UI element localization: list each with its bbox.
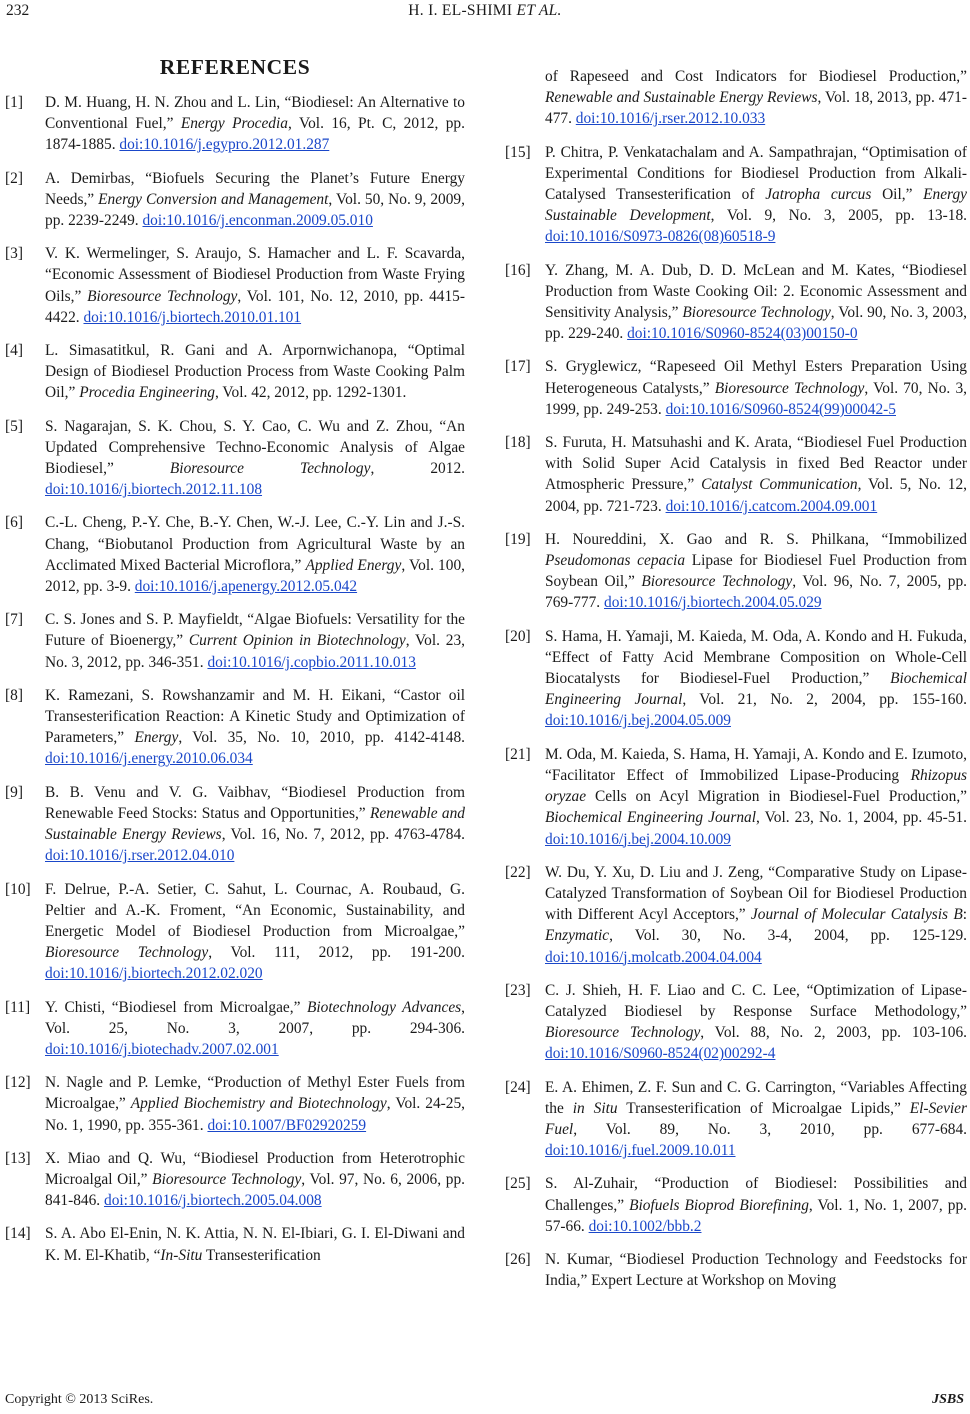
reference-details: Transesterification of Microalgae Lipids,”	[617, 1099, 910, 1117]
journal-title: Catalyst Communication	[701, 476, 858, 494]
reference-number: [16]	[505, 261, 531, 279]
reference-entry	[5, 340, 465, 404]
doi-link[interactable]: doi:10.1007/BF02920259	[207, 1116, 367, 1134]
reference-details: , Vol. 21, No. 2, 2004, pp. 155-160.	[682, 691, 967, 709]
doi-link[interactable]: doi:10.1016/j.enconman.2009.05.010	[142, 212, 373, 230]
reference-text: N. Nagle and P. Lemke, “Production of Methyl Ester Fuels from Microalgae,”	[45, 1074, 465, 1113]
reference-details: , Vol. 89, No. 3, 2010, pp. 677-684.	[573, 1120, 967, 1138]
reference-text: B. B. Venu and V. G. Vaibhav, “Biodiesel Production from Renewable Feed Stocks: Status and Opportunities,”	[45, 783, 465, 822]
reference-text: L. Simasatitkul, R. Gani and A. Arpornwichanopa, “Optimal Design of Biodiesel Production Process from Waste Cooking Palm Oil,”	[45, 342, 465, 402]
reference-number: [26]	[505, 1250, 531, 1268]
reference-details: Transesterification	[202, 1246, 321, 1264]
journal-title: Enzymatic	[545, 927, 610, 945]
reference-details: , Vol. 70, No. 3, 1999, pp. 249-253.	[545, 379, 967, 418]
journal-title: Procedia Engineering	[79, 384, 215, 402]
journal-title: Bioresource Technology	[545, 1024, 701, 1042]
journal-title: Energy Procedia	[180, 115, 288, 133]
journal-title: Bioresource Technology	[169, 460, 371, 478]
reference-number: [2]	[5, 169, 23, 187]
reference-entry	[505, 356, 967, 420]
reference-number: [8]	[5, 686, 23, 704]
doi-link[interactable]: doi:10.1016/j.biortech.2004.05.029	[604, 594, 822, 612]
reference-text: M. Oda, M. Kaieda, S. Hama, H. Yamaji, A. Kondo and E. Izumoto, “Facilitator Effect of Immobilized Lipase-Producing	[545, 745, 967, 784]
reference-number: [3]	[5, 245, 23, 263]
reference-number: [6]	[5, 514, 23, 532]
doi-link[interactable]: doi:10.1016/j.catcom.2004.09.001	[665, 497, 878, 515]
reference-number: [10]	[5, 880, 31, 898]
reference-entry	[5, 1148, 465, 1212]
reference-details: , Vol. 23, No. 3, 2012, pp. 346-351.	[45, 632, 466, 671]
journal-title: Bioresource Technology	[45, 944, 209, 962]
reference-entry	[505, 66, 967, 130]
reference-text: S. Nagarajan, S. K. Chou, S. Y. Cao, C. Wu and Z. Zhou, “An Updated Comprehensive Techno-Economic Analysis of Algae Biodiesel,”	[45, 417, 465, 478]
reference-details: , Vol. 16, No. 7, 2012, pp. 4763-4784.	[221, 826, 465, 844]
reference-details: , Vol. 23, No. 1, 2004, pp. 45-51.	[756, 809, 968, 827]
journal-title: in Situ	[572, 1099, 618, 1117]
reference-list-right	[505, 66, 967, 1291]
reference-entry	[505, 1173, 967, 1237]
left-column	[5, 55, 465, 1278]
journal-title: El-Sevier Fuel	[545, 1099, 968, 1138]
journal-title: Bioresource Technology	[641, 573, 793, 591]
doi-link[interactable]: doi:10.1016/j.fuel.2009.10.011	[545, 1142, 736, 1160]
journal-title: In-Situ	[160, 1246, 203, 1264]
reference-text: C. J. Shieh, H. F. Liao and C. C. Lee, “Optimization of Lipase-Catalyzed Biodiesel by Response Surface Methodology,”	[545, 981, 967, 1020]
reference-details: , Vol. 24-25, No. 1, 1990, pp. 355-361.	[45, 1095, 466, 1134]
reference-entry	[505, 1077, 967, 1162]
reference-number: [19]	[505, 530, 531, 548]
reference-text: S. Furuta, H. Matsuhashi and K. Arata, “Biodiesel Fuel Production with Solid Super Acid Catalysis in fixed Bed Reactor under Atmospheric Pressure,”	[545, 434, 967, 494]
reference-number: [11]	[5, 998, 31, 1016]
doi-link[interactable]: doi:10.1016/j.biortech.2012.02.020	[45, 965, 263, 983]
reference-entry	[505, 260, 967, 345]
reference-details: , Vol. 18, 2013, pp. 471-477.	[545, 89, 967, 128]
reference-entry	[505, 626, 967, 732]
reference-details: , Vol. 9, No. 3, 2005, pp. 13-18.	[710, 207, 967, 225]
reference-number: [21]	[505, 745, 531, 763]
reference-entry	[505, 980, 967, 1065]
reference-entry	[5, 997, 465, 1061]
journal-title: Rhizopus oryzae	[545, 766, 967, 806]
reference-text: A. Demirbas, “Biofuels Securing the Planet’s Future Energy Needs,”	[45, 169, 465, 208]
journal-title: Energy Sustainable Development	[545, 186, 967, 225]
reference-text: of Rapeseed and Cost Indicators for Biodiesel Production,”	[545, 68, 967, 85]
reference-details: , Vol. 5, No. 12, 2004, pp. 721-723.	[545, 476, 967, 515]
reference-details: Oil,”	[871, 186, 924, 204]
doi-link[interactable]: doi:10.1016/S0960-8524(99)00042-5	[665, 400, 896, 418]
running-header	[0, 2, 970, 26]
page-number: 232	[6, 2, 30, 19]
reference-list-left	[5, 92, 465, 1266]
reference-text: W. Du, Y. Xu, D. Liu and J. Zeng, “Comparative Study on Lipase-Catalyzed Transformation of Soybean Oil for Biodiesel Production with Different Acyl Acceptors,”	[545, 863, 967, 924]
journal-title: Bioresource Technology	[87, 287, 238, 305]
doi-link[interactable]: doi:10.1016/j.rser.2012.10.033	[575, 110, 766, 128]
journal-title: Biochemical Engineering Journal	[545, 809, 757, 827]
copyright-notice: Copyright © 2013 SciRes.	[5, 1392, 154, 1407]
journal-title: Applied Energy	[305, 556, 402, 574]
journal-title: Bioresource Technology	[714, 379, 865, 397]
doi-link[interactable]: doi:10.1016/S0960-8524(02)00292-4	[545, 1045, 776, 1063]
doi-link[interactable]: doi:10.1016/j.biortech.2005.04.008	[104, 1192, 322, 1210]
reference-number: [7]	[5, 611, 23, 629]
reference-entry	[5, 92, 465, 156]
reference-number: [5]	[5, 417, 23, 435]
reference-text: K. Ramezani, S. Rowshanzamir and M. H. Eikani, “Castor oil Transesterification Reaction: A Kinetic Study and Optimization of Parameters,”	[45, 686, 465, 747]
reference-text: C.-L. Cheng, P.-Y. Che, B.-Y. Chen, W.-J. Lee, C.-Y. Lin and J.-S. Chang, “Biobutanol Production from Agricultural Waste by an Acclimated Mixed Bacterial Microflora,”	[45, 514, 465, 574]
reference-number: [23]	[505, 981, 531, 999]
reference-details: , Vol. 30, No. 3-4, 2004, pp. 125-129.	[609, 927, 967, 945]
reference-number: [25]	[505, 1175, 531, 1193]
reference-details: Cells on Acyl Migration in Biodiesel-Fuel Production,”	[586, 788, 967, 806]
reference-details: , Vol. 42, 2012, pp. 1292-1301.	[214, 384, 407, 402]
reference-entry	[5, 879, 465, 985]
reference-entry	[505, 529, 967, 614]
reference-entry	[505, 1249, 967, 1291]
reference-text: S. Gryglewicz, “Rapeseed Oil Methyl Esters Preparation Using Heterogeneous Catalysts,”	[545, 358, 967, 397]
doi-link[interactable]: doi:10.1016/j.biortech.2012.11.108	[45, 481, 263, 499]
journal-title: Biofuels Bioprod Biorefining	[629, 1196, 809, 1214]
reference-number: [24]	[505, 1078, 531, 1096]
journal-title: Renewable and Sustainable Energy Reviews	[545, 89, 818, 107]
doi-link[interactable]: doi:10.1016/j.rser.2012.04.010	[45, 847, 235, 865]
reference-entry	[5, 243, 465, 328]
reference-details: , Vol. 25, No. 3, 2007, pp. 294-306.	[45, 998, 465, 1037]
journal-title: Energy Conversion and Management	[98, 190, 329, 208]
reference-text: D. M. Huang, H. N. Zhou and L. Lin, “Biodiesel: An Alternative to Conventional Fuel,”	[45, 94, 465, 133]
reference-number: [12]	[5, 1074, 31, 1092]
reference-details: , Vol. 35, No. 10, 2010, pp. 4142-4148.	[178, 729, 465, 747]
reference-text: Y. Zhang, M. A. Dub, D. D. McLean and M. Kates, “Biodiesel Production from Waste Cooking Oil: 2. Economic Assessment and Sensitivity Analysis,”	[545, 261, 967, 322]
section-title: REFERENCES	[159, 55, 311, 79]
reference-details: , Vol. 96, No. 7, 2005, pp. 769-777.	[545, 573, 967, 612]
reference-entry	[505, 862, 967, 968]
reference-details: :	[962, 906, 967, 924]
journal-title: Bioresource Technology	[152, 1170, 302, 1188]
reference-details: , Vol. 90, No. 3, 2003, pp. 229-240.	[545, 304, 967, 343]
reference-details: , Vol. 100, 2012, pp. 3-9.	[45, 556, 465, 596]
reference-number: [4]	[5, 342, 23, 360]
doi-link[interactable]: doi:10.1002/bbb.2	[588, 1217, 702, 1235]
reference-text: V. K. Wermelinger, S. Araujo, S. Hamacher and L. F. Scavarda, “Economic Assessment of Biodiesel Production from Waste Frying Oils,”	[45, 245, 465, 305]
reference-entry	[5, 416, 465, 501]
reference-entry	[5, 1223, 465, 1265]
reference-details: , Vol. 88, No. 2, 2003, pp. 103-106.	[700, 1024, 967, 1042]
reference-entry	[505, 432, 967, 517]
doi-link[interactable]: doi:10.1016/j.egypro.2012.01.287	[119, 136, 330, 154]
reference-details: , Vol. 101, No. 12, 2010, pp. 4415-4422.	[45, 287, 465, 326]
reference-text: X. Miao and Q. Wu, “Biodiesel Production from Heterotrophic Microalgal Oil,”	[45, 1149, 465, 1188]
reference-entry	[5, 168, 465, 232]
reference-details: , Vol. 50, No. 9, 2009, pp. 2239-2249.	[45, 190, 465, 230]
doi-link[interactable]: doi:10.1016/j.bej.2004.10.009	[545, 830, 731, 848]
journal-title: Pseudomonas cepacia	[545, 552, 686, 570]
reference-text: Y. Chisti, “Biodiesel from Microalgae,”	[45, 998, 307, 1016]
journal-title: Jatropha curcus	[765, 186, 872, 204]
reference-text: C. S. Jones and S. P. Mayfieldt, “Algae Biofuels: Versatility for the Future of Bioenergy,”	[45, 611, 465, 650]
journal-title: Applied Biochemistry and Biotechnology	[130, 1095, 387, 1113]
reference-entry	[5, 685, 465, 770]
reference-details: , Vol. 1, No. 1, 2007, pp. 57-66.	[545, 1196, 967, 1235]
reference-text: F. Delrue, P.-A. Setier, C. Sahut, L. Cournac, A. Roubaud, G. Peltier and A.-K. Froment, “An Economic, Sustainability, and Energetic Model of Biodiesel Production from Microalgae,”	[45, 880, 465, 940]
reference-entry	[5, 1072, 465, 1136]
reference-number: [9]	[5, 783, 23, 801]
journal-title: Biochemical Engineering Journal	[545, 670, 967, 709]
reference-details: , Vol. 16, Pt. C, 2012, pp. 1874-1885.	[45, 115, 465, 154]
reference-details: , Vol. 111, 2012, pp. 191-200.	[208, 944, 466, 962]
doi-link[interactable]: doi:10.1016/S0960-8524(03)00150-0	[627, 325, 858, 343]
reference-text: E. A. Ehimen, Z. F. Sun and C. G. Carrington, “Variables Affecting the	[545, 1078, 967, 1117]
doi-link[interactable]: doi:10.1016/j.molcatb.2004.04.004	[545, 948, 762, 966]
reference-number: [22]	[505, 863, 531, 881]
running-head-etal: ET AL.	[516, 2, 562, 19]
reference-details: , 2012.	[370, 460, 465, 478]
reference-number: [1]	[5, 94, 23, 111]
reference-entry	[5, 512, 465, 597]
running-head	[0, 2, 970, 20]
reference-number: [13]	[5, 1149, 31, 1167]
doi-link[interactable]: doi:10.1016/S0973-0826(08)60518-9	[545, 228, 776, 246]
doi-link[interactable]: doi:10.1016/j.biortech.2010.01.101	[83, 308, 302, 326]
reference-entry	[5, 782, 465, 867]
doi-link[interactable]: doi:10.1016/j.energy.2010.06.034	[45, 750, 253, 768]
running-head-authors: H. I. EL-SHIMI	[408, 2, 513, 19]
reference-entry	[505, 142, 967, 248]
journal-title: Current Opinion in Biotechnology	[188, 632, 406, 650]
reference-text: S. Hama, H. Yamaji, M. Kaieda, M. Oda, A. Kondo and H. Fukuda, “Effect of Fatty Acid Membrane Composition on Whole-Cell Biocatalysts for Biodiesel-Fuel Production,”	[545, 627, 967, 688]
reference-entry	[5, 609, 465, 673]
doi-link[interactable]: doi:10.1016/j.apenergy.2012.05.042	[134, 578, 358, 596]
journal-title: Biotechnology Advances	[307, 998, 462, 1016]
journal-title: Journal of Molecular Catalysis B	[750, 906, 963, 924]
doi-link[interactable]: doi:10.1016/j.biotechadv.2007.02.001	[45, 1040, 279, 1058]
reference-text: N. Kumar, “Biodiesel Production Technology and Feedstocks for India,” Expert Lecture at Workshop on Moving	[545, 1250, 967, 1290]
reference-details: Lipase for Biodiesel Fuel Production from Soybean Oil,”	[545, 552, 968, 591]
reference-number: [17]	[505, 358, 531, 376]
journal-title: Bioresource Technology	[682, 304, 831, 322]
reference-number: [18]	[505, 434, 531, 452]
reference-number: [14]	[5, 1225, 31, 1243]
journal-title: Energy	[134, 729, 179, 747]
journal-title: Renewable and Sustainable Energy Reviews	[45, 804, 465, 844]
reference-details: , Vol. 97, No. 6, 2006, pp. 841-846.	[45, 1170, 465, 1210]
doi-link[interactable]: doi:10.1016/j.copbio.2011.10.013	[207, 653, 416, 671]
doi-link[interactable]: doi:10.1016/j.bej.2004.05.009	[545, 712, 731, 730]
reference-text: S. A. Abo El-Enin, N. K. Attia, N. N. El-Ibiari, G. I. El-Diwani and K. M. El-Khatib, “	[45, 1225, 465, 1264]
journal-abbrev: JSBS	[932, 1392, 964, 1407]
reference-number: [20]	[505, 627, 531, 645]
right-column	[505, 66, 967, 1303]
reference-text: P. Chitra, P. Venkatachalam and A. Sampathrajan, “Optimisation of Experimental Conditions for Biodiesel Production from Alkali-Catalysed Transesterification of	[545, 143, 967, 204]
reference-text: H. Noureddini, X. Gao and R. S. Philkana, “Immobilized	[545, 530, 967, 548]
reference-text: S. Al-Zuhair, “Production of Biodiesel: Possibilities and Challenges,”	[545, 1175, 967, 1214]
reference-number: [15]	[505, 143, 531, 161]
reference-entry	[505, 744, 967, 850]
